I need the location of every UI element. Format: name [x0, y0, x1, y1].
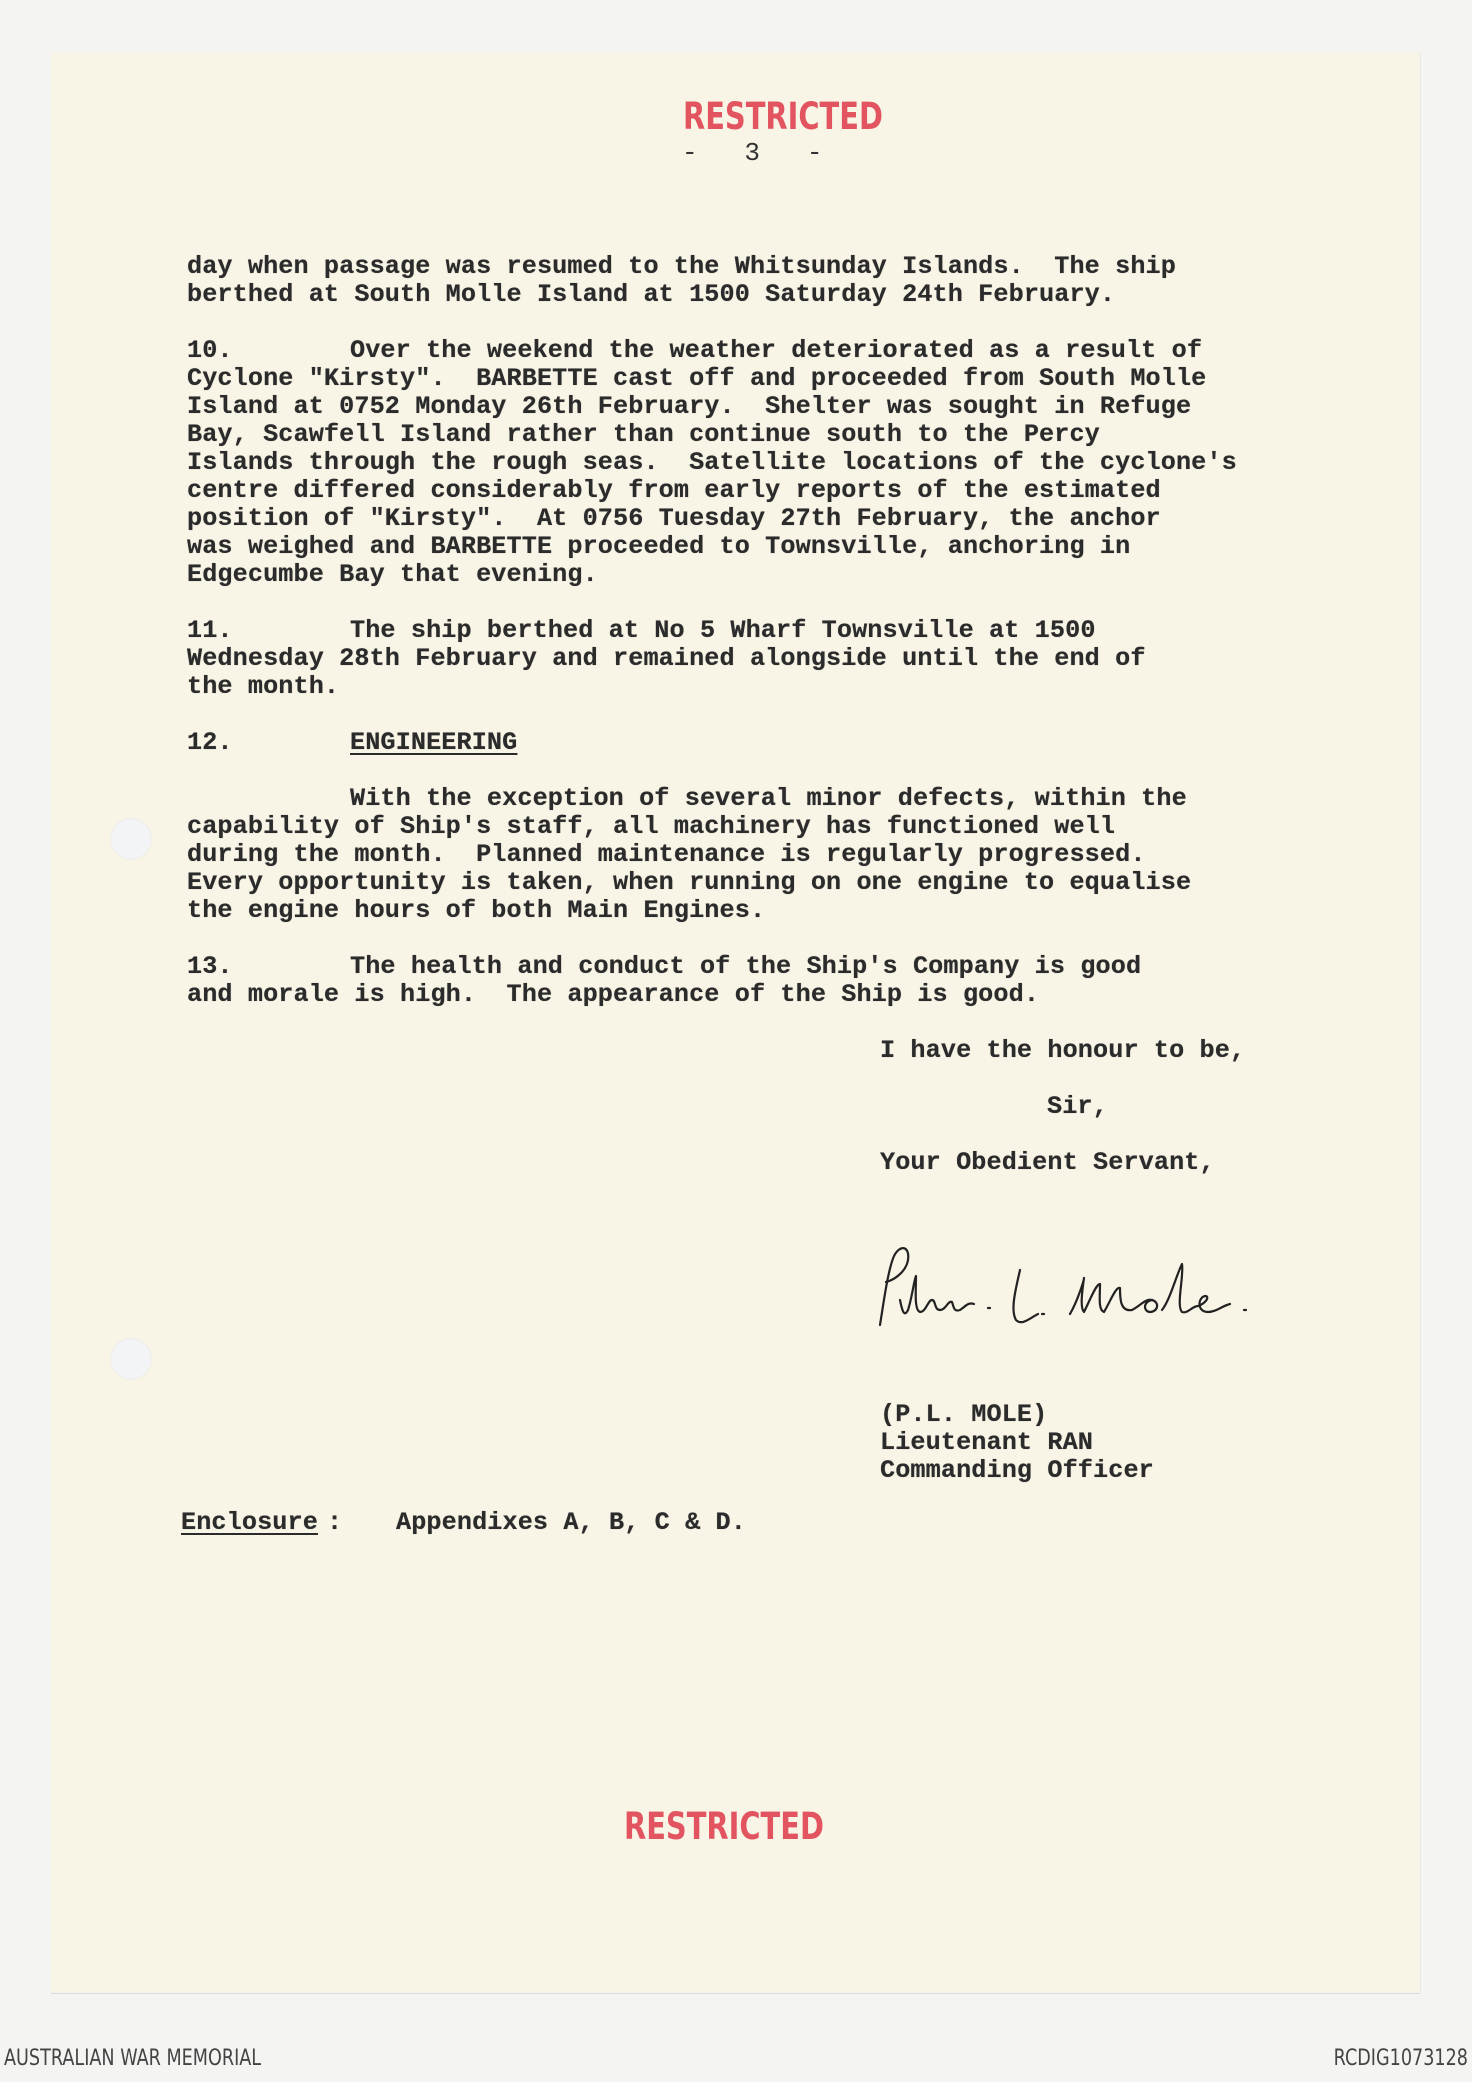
closing-line: Your Obedient Servant, — [880, 1148, 1215, 1177]
enclosure-separator: : — [327, 1508, 343, 1537]
body-line: position of "Kirsty". At 0756 Tuesday 27th February, the anchor — [187, 504, 1161, 533]
enclosure-value: Appendixes A, B, C & D. — [396, 1508, 746, 1537]
body-line: day when passage was resumed to the Whitsunday Islands. The ship — [187, 252, 1176, 281]
body-line: Island at 0752 Monday 26th February. Shelter was sought in Refuge — [187, 392, 1192, 421]
body-line: the month. — [187, 672, 340, 701]
body-line: Cyclone "Kirsty". BARBETTE cast off and proceeded from South Molle — [187, 364, 1207, 393]
body-line: during the month. Planned maintenance is regularly progressed. — [187, 840, 1146, 869]
body-line: The health and conduct of the Ship's Company is good — [350, 952, 1142, 981]
body-line: Islands through the rough seas. Satellite locations of the cyclone's — [187, 448, 1237, 477]
paragraph-number: 11. — [187, 616, 233, 645]
paragraph-number: 10. — [187, 336, 233, 365]
body-line: Wednesday 28th February and remained alongside until the end of — [187, 644, 1146, 673]
archive-credit: AUSTRALIAN WAR MEMORIAL — [4, 2046, 262, 2071]
body-line: the engine hours of both Main Engines. — [187, 896, 766, 925]
archive-reference: RCDIG1073128 — [1333, 2046, 1468, 2071]
body-line: and morale is high. The appearance of the Ship is good. — [187, 980, 1040, 1009]
classification-stamp-bottom: RESTRICTED — [624, 1805, 824, 1848]
punch-hole — [110, 1338, 152, 1380]
body-line: Edgecumbe Bay that evening. — [187, 560, 598, 589]
body-line: The ship berthed at No 5 Wharf Townsville at 1500 — [350, 616, 1096, 645]
paragraph-number: 12. — [187, 728, 233, 757]
body-line: berthed at South Molle Island at 1500 Saturday 24th February. — [187, 280, 1116, 309]
enclosure-label: Enclosure — [181, 1508, 318, 1537]
signatory-title: Commanding Officer — [880, 1456, 1154, 1485]
signatory-rank: Lieutenant RAN — [880, 1428, 1094, 1457]
body-line: centre differed considerably from early reports of the estimated — [187, 476, 1161, 505]
paragraph-number: 13. — [187, 952, 233, 981]
classification-stamp-top: RESTRICTED — [683, 95, 883, 138]
body-line: capability of Ship's staff, all machinery has functioned well — [187, 812, 1116, 841]
body-line: Every opportunity is taken, when running on one engine to equalise — [187, 868, 1192, 897]
body-line: Bay, Scawfell Island rather than continue south to the Percy — [187, 420, 1100, 449]
signatory-name: (P.L. MOLE) — [880, 1400, 1048, 1429]
page-number: - 3 - — [682, 138, 823, 168]
closing-line: I have the honour to be, — [880, 1036, 1246, 1065]
body-line: With the exception of several minor defects, within the — [350, 784, 1187, 813]
body-line: Over the weekend the weather deteriorated as a result of — [350, 336, 1203, 365]
body-line: was weighed and BARBETTE proceeded to Townsville, anchoring in — [187, 532, 1131, 561]
punch-hole — [110, 818, 152, 860]
signature — [870, 1240, 1330, 1350]
closing-salutation: Sir, — [1047, 1092, 1108, 1121]
section-heading: ENGINEERING — [350, 728, 518, 757]
